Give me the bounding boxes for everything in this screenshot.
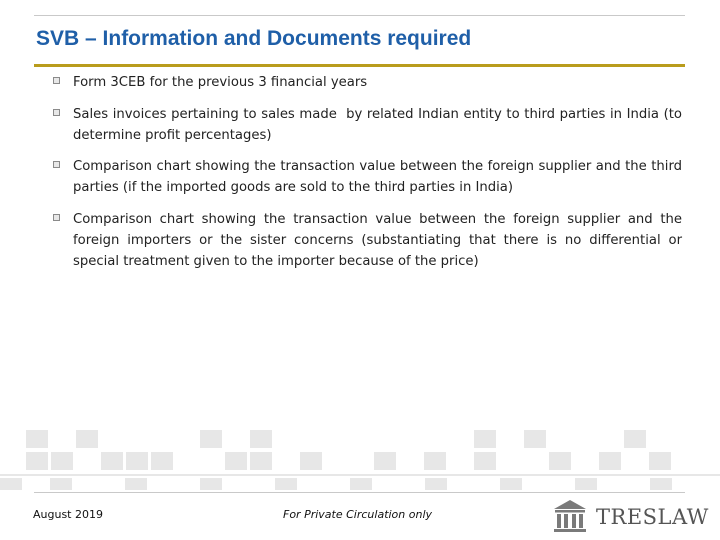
square-bullet-icon (53, 214, 60, 221)
square-bullet-icon (53, 77, 60, 84)
square-bullet-icon (53, 109, 60, 116)
list-item-text: Comparison chart showing the transaction value between the foreign supplier and the third parties (if the imported goods are sold to the third parties in India) (73, 159, 687, 195)
list-item (50, 104, 687, 146)
decorative-square-pattern (0, 430, 720, 490)
top-divider (34, 15, 685, 16)
slide-title: SVB – Information and Documents required (36, 27, 472, 50)
square-bullet-icon (53, 161, 60, 168)
list-item (50, 72, 682, 93)
logo-wordmark: TRESLAW (596, 505, 709, 529)
pillars-building-icon (550, 496, 590, 536)
list-item-text: Form 3CEB for the previous 3 financial years (73, 75, 368, 90)
footer-date: August 2019 (33, 508, 103, 521)
list-item-text: Sales invoices pertaining to sales made by related Indian entity to third parties in India (to determine profit percentages) (73, 107, 687, 143)
treslaw-logo (550, 496, 715, 536)
footer-divider (34, 492, 685, 493)
title-underline (34, 64, 685, 67)
list-item-text: Comparison chart showing the transaction value between the foreign supplier and the foreign importers or the sister concerns (substantiating that there is no differential or special treatment given to the importer because of the price) (73, 212, 687, 269)
list-item (50, 209, 687, 272)
footer-circulation-note: For Private Circulation only (283, 508, 433, 521)
list-item (50, 156, 687, 198)
